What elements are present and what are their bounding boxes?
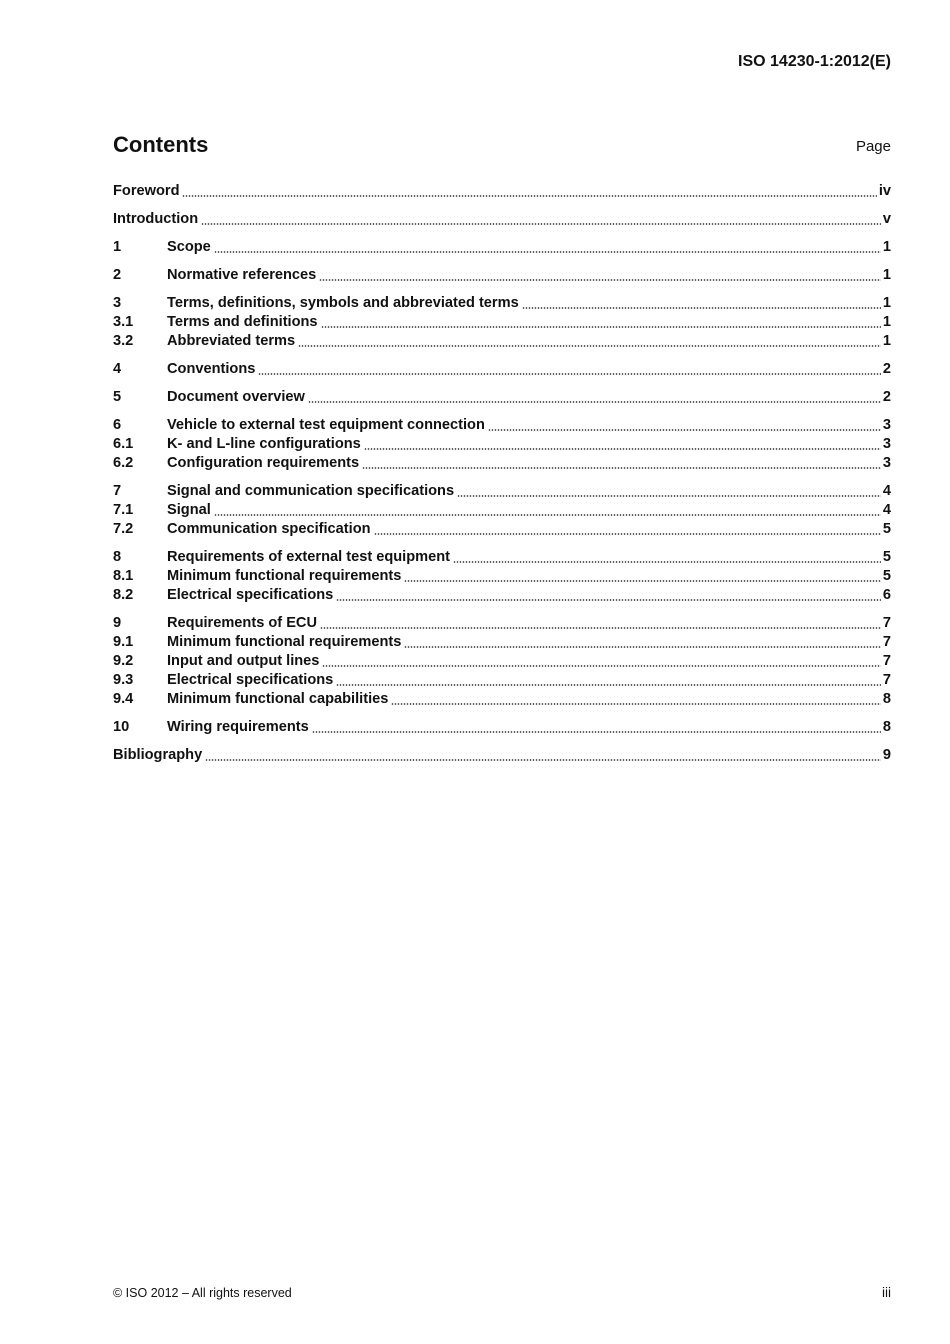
dot-leader	[522, 307, 881, 309]
toc-entry-page: 7	[882, 615, 891, 631]
dot-leader	[214, 514, 881, 516]
toc-entry-page: 1	[882, 333, 891, 349]
toc-entry-page: 9	[882, 747, 891, 763]
toc-entry-title: Abbreviated terms	[167, 333, 296, 349]
toc-entry-title: Document overview	[167, 389, 305, 405]
toc-entry-title: Electrical specifications	[167, 587, 334, 603]
toc-entry[interactable]	[113, 482, 891, 501]
toc-entry-number: 9.3	[113, 672, 134, 688]
dot-leader	[205, 759, 881, 761]
toc-entry-number: 3.1	[113, 314, 134, 330]
document-id: ISO 14230-1:2012(E)	[738, 53, 891, 70]
toc-entry-number: 9.2	[113, 653, 134, 669]
toc-entry-page: 3	[882, 417, 891, 433]
dot-leader	[321, 326, 881, 328]
dot-leader	[374, 533, 881, 535]
toc-entry-page: 1	[882, 295, 891, 311]
toc-entry-number: 10	[113, 719, 130, 735]
toc-entry[interactable]	[113, 567, 891, 586]
toc-entry-page: 5	[882, 521, 891, 537]
toc-entry-title: Minimum functional requirements	[167, 634, 402, 650]
toc-entry-title: Requirements of ECU	[167, 615, 318, 631]
toc-entry-page: 7	[882, 672, 891, 688]
toc-entry-title: Foreword	[113, 183, 180, 199]
dot-leader	[258, 373, 881, 375]
toc-entry-title: K- and L-line configurations	[167, 436, 361, 452]
dot-leader	[182, 195, 876, 197]
toc-entry-title: Minimum functional requirements	[167, 568, 402, 584]
toc-entry-page: iv	[878, 183, 891, 199]
toc-entry-page: 3	[882, 455, 891, 471]
toc-entry-page: 1	[882, 239, 891, 255]
toc-entry-number: 6.2	[113, 455, 134, 471]
toc-entry[interactable]	[113, 501, 891, 520]
toc-entry-title: Requirements of external test equipment	[167, 549, 451, 565]
toc-entry[interactable]	[113, 690, 891, 709]
toc-entry-page: 1	[882, 314, 891, 330]
toc-entry-page: 1	[882, 267, 891, 283]
dot-leader	[404, 646, 881, 648]
toc-entry[interactable]	[113, 435, 891, 454]
toc-entry[interactable]	[113, 294, 891, 313]
dot-leader	[214, 251, 881, 253]
copyright-notice: © ISO 2012 – All rights reserved	[113, 1286, 292, 1300]
toc-entry[interactable]	[113, 746, 891, 765]
toc-entry-title: Vehicle to external test equipment connection	[167, 417, 485, 433]
toc-entry-page: 2	[882, 361, 891, 377]
toc-entry-title: Introduction	[113, 211, 199, 227]
dot-leader	[298, 345, 881, 347]
toc-entry-title: Normative references	[167, 267, 317, 283]
toc-entry-title: Wiring requirements	[167, 719, 309, 735]
dot-leader	[488, 429, 881, 431]
toc-entry-page: 3	[882, 436, 891, 452]
toc-entry[interactable]	[113, 266, 891, 285]
dot-leader	[320, 627, 881, 629]
toc-entry[interactable]	[113, 388, 891, 407]
toc-entry[interactable]	[113, 652, 891, 671]
toc-entry-title: Terms and definitions	[167, 314, 318, 330]
dot-leader	[453, 561, 881, 563]
table-of-contents	[113, 182, 891, 765]
toc-entry-number: 5	[113, 389, 122, 405]
toc-entry-title: Electrical specifications	[167, 672, 334, 688]
toc-entry[interactable]	[113, 238, 891, 257]
toc-entry[interactable]	[113, 313, 891, 332]
toc-entry-title: Configuration requirements	[167, 455, 360, 471]
toc-entry-number: 7.1	[113, 502, 134, 518]
toc-entry-page: 7	[882, 634, 891, 650]
toc-entry-title: Communication specification	[167, 521, 371, 537]
toc-entry-title: Scope	[167, 239, 211, 255]
toc-entry-title: Signal	[167, 502, 211, 518]
page-number: iii	[882, 1285, 891, 1300]
dot-leader	[362, 467, 881, 469]
toc-entry-number: 8	[113, 549, 122, 565]
dot-leader	[322, 665, 880, 667]
toc-entry-number: 7.2	[113, 521, 134, 537]
toc-entry-number: 6	[113, 417, 122, 433]
toc-entry-title: Bibliography	[113, 747, 203, 763]
dot-leader	[364, 448, 881, 450]
toc-entry[interactable]	[113, 520, 891, 539]
page-column-label: Page	[855, 138, 891, 155]
dot-leader	[308, 401, 881, 403]
toc-entry[interactable]	[113, 182, 891, 201]
toc-entry-number: 3	[113, 295, 122, 311]
toc-entry-page: 4	[882, 502, 891, 518]
toc-entry-page: 6	[882, 587, 891, 603]
toc-entry-number: 4	[113, 361, 122, 377]
dot-leader	[391, 703, 881, 705]
toc-entry[interactable]	[113, 548, 891, 567]
toc-entry-page: 7	[882, 653, 891, 669]
toc-entry-number: 9.1	[113, 634, 134, 650]
toc-entry[interactable]	[113, 671, 891, 690]
toc-entry-title: Minimum functional capabilities	[167, 691, 389, 707]
toc-entry[interactable]	[113, 614, 891, 633]
toc-entry[interactable]	[113, 416, 891, 435]
toc-entry-page: v	[882, 211, 891, 227]
contents-title: Contents	[113, 132, 209, 157]
toc-entry-title: Input and output lines	[167, 653, 320, 669]
toc-entry-number: 8.1	[113, 568, 134, 584]
toc-entry-page: 2	[882, 389, 891, 405]
dot-leader	[336, 599, 881, 601]
toc-entry[interactable]	[113, 332, 891, 351]
toc-entry-page: 8	[882, 719, 891, 735]
toc-entry-number: 2	[113, 267, 122, 283]
toc-entry-title: Signal and communication specifications	[167, 483, 455, 499]
toc-entry-title: Terms, definitions, symbols and abbreviated terms	[167, 295, 519, 311]
toc-entry-page: 4	[882, 483, 891, 499]
toc-entry-number: 9.4	[113, 691, 134, 707]
toc-entry[interactable]	[113, 360, 891, 379]
dot-leader	[457, 495, 881, 497]
dot-leader	[404, 580, 881, 582]
toc-entry[interactable]	[113, 718, 891, 737]
toc-entry-page: 5	[882, 549, 891, 565]
toc-entry[interactable]	[113, 586, 891, 605]
dot-leader	[312, 731, 881, 733]
toc-entry-page: 5	[882, 568, 891, 584]
toc-entry-number: 8.2	[113, 587, 134, 603]
toc-entry-number: 7	[113, 483, 122, 499]
toc-entry[interactable]	[113, 210, 891, 229]
toc-entry-number: 1	[113, 239, 122, 255]
toc-entry-number: 9	[113, 615, 122, 631]
toc-entry-number: 3.2	[113, 333, 134, 349]
toc-entry-page: 8	[882, 691, 891, 707]
dot-leader	[319, 279, 881, 281]
dot-leader	[336, 684, 881, 686]
toc-entry[interactable]	[113, 633, 891, 652]
dot-leader	[201, 223, 881, 225]
toc-entry-number: 6.1	[113, 436, 134, 452]
toc-entry-title: Conventions	[167, 361, 256, 377]
toc-entry[interactable]	[113, 454, 891, 473]
